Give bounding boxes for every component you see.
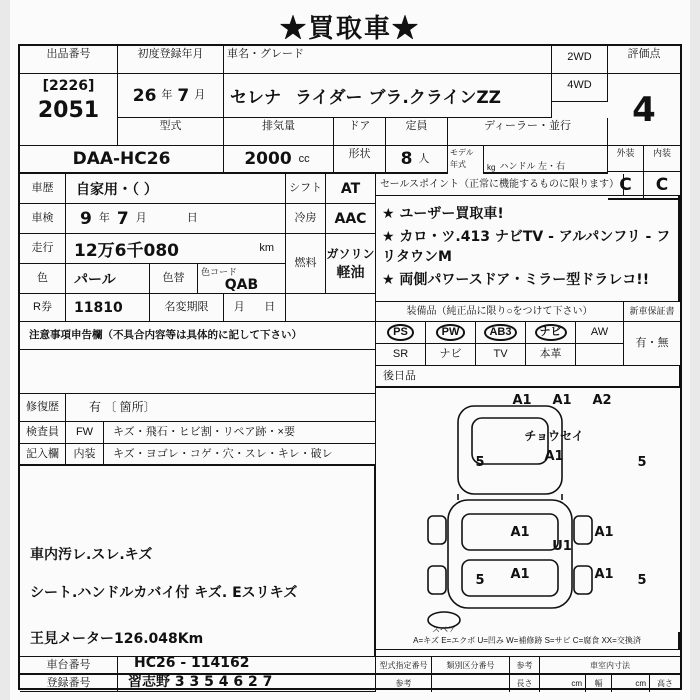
mark-a1-hood: A1 xyxy=(544,449,564,464)
capacity-label: 定員 xyxy=(405,120,428,132)
sales-header: セールスポイント（正常に機能するものに限ります） xyxy=(379,178,620,190)
mileage-label: 走行 xyxy=(31,242,54,255)
rcard-value: 11810 xyxy=(74,299,123,316)
sales-point-3: ★ 両側パワースドア・ミラー型ドラレコ!! xyxy=(382,272,650,288)
mark-a1-rl: A1 xyxy=(510,567,530,582)
entry-interior-label: 内装 xyxy=(73,447,96,460)
chassis-value: HC26 - 114162 xyxy=(134,655,250,671)
model-row-label: モデル xyxy=(450,148,474,157)
color-label: 色 xyxy=(37,272,48,285)
width-label-cell xyxy=(586,674,612,692)
fuel-spacer xyxy=(286,294,376,322)
ac-value: AAC xyxy=(334,210,367,227)
interior-label-cell xyxy=(644,146,680,172)
dims-label: 車室内寸法 xyxy=(590,660,630,670)
first-reg-label-cell xyxy=(118,46,224,74)
mark-5-rr: 5 xyxy=(637,573,647,588)
rcard-label-cell xyxy=(20,294,66,322)
free-notes-cell xyxy=(20,466,376,656)
model-grade: ライダー ブラ.クラインZZ xyxy=(295,88,502,108)
lot-number: 2051 xyxy=(37,98,100,123)
ref-label: 参考 xyxy=(516,660,533,670)
door-label: ドア xyxy=(348,120,371,132)
shaken-year-unit: 年 xyxy=(98,212,110,225)
shift-label-cell xyxy=(286,174,326,204)
equip-navi2-cell[interactable] xyxy=(426,344,476,366)
year-row-label: 年式 xyxy=(450,160,466,169)
fuel-value2: 軽油 xyxy=(336,265,365,281)
mark-chousei: チョウセイ xyxy=(524,429,584,443)
equip-header: 装備品（純正品に限り○をつけて下さい） xyxy=(406,305,593,317)
lot-label-cell xyxy=(20,46,118,74)
capacity-value-cell xyxy=(386,146,448,174)
equip-ps-cell[interactable] xyxy=(376,322,426,344)
chassis-label-cell xyxy=(20,656,118,674)
drive-2wd-cell xyxy=(552,46,608,74)
dealer-label: ディーラー・並行 xyxy=(483,120,572,132)
width-label: 幅 xyxy=(594,679,603,688)
displacement-value-cell xyxy=(224,146,334,174)
capacity-label-cell xyxy=(386,118,448,146)
page-title: ★買取車★ xyxy=(279,13,420,43)
equip-aw-cell[interactable] xyxy=(576,322,624,344)
diagram-legend-cell xyxy=(376,632,680,650)
displacement-label: 排気量 xyxy=(262,120,295,132)
name-change-value-cell xyxy=(224,294,286,322)
entry-items: キズ・ヨゴレ・コゲ・穴・スレ・キレ・破レ xyxy=(113,447,333,460)
mileage-label-cell xyxy=(20,234,66,264)
inspector-label-cell xyxy=(20,422,66,444)
warranty-header-cell xyxy=(624,302,680,322)
sales-header-cell xyxy=(376,174,624,196)
mileage-value-cell xyxy=(66,234,286,264)
lot-number-cell xyxy=(20,74,118,146)
sales-point-1: ★ ユーザー買取車! xyxy=(382,206,504,222)
shaken-month: 7 xyxy=(116,208,129,229)
name-change-label-cell xyxy=(150,294,224,322)
repair-value-cell xyxy=(66,394,376,422)
color-code-cell xyxy=(198,264,286,294)
free-note-2: シート.ハンドルカバイ付 キズ. Eスリキズ xyxy=(30,585,298,601)
displacement-unit: cc xyxy=(298,152,310,165)
history-value: 自家用・（ ） xyxy=(76,181,158,198)
interior-label: 内装 xyxy=(652,148,671,158)
post-date-label: 後日品 xyxy=(383,369,416,382)
len-label: 長さ xyxy=(516,679,533,688)
spec-label: 型式指定番号 xyxy=(379,660,428,670)
auction-sheet xyxy=(10,0,690,700)
shift-value-cell xyxy=(326,174,376,204)
entry-items-cell xyxy=(104,444,376,466)
exterior-value: C xyxy=(619,175,632,195)
sales-point-2: ★ カロ・ツ.413 ナビTV - アルパンフリ - フリタウンM xyxy=(382,229,671,265)
inspector-fw: FW xyxy=(75,426,94,439)
chassis-label: 車台番号 xyxy=(46,658,91,671)
shaken-label-cell xyxy=(20,204,66,234)
color-code-label: 色コード xyxy=(201,267,238,277)
warranty-header: 新車保証書 xyxy=(629,306,675,317)
equip-blank-cell xyxy=(576,344,624,366)
type-value: DAA-HC26 xyxy=(72,149,171,169)
displacement-label-cell xyxy=(224,118,334,146)
history-value-cell xyxy=(66,174,286,204)
post-date-cell xyxy=(376,366,680,388)
free-note-1: 車内汚レ.スレ.キズ xyxy=(30,547,153,563)
fuel-label: 燃料 xyxy=(294,257,317,270)
ac-label: 冷房 xyxy=(294,212,317,225)
shaken-day-unit: 日 xyxy=(186,212,198,225)
type-label-cell xyxy=(118,118,224,146)
mark-a1-rr: A1 xyxy=(594,567,614,582)
first-reg-label: 初度登録年月 xyxy=(137,48,204,60)
width-unit: cm xyxy=(635,679,646,688)
equip-ab-cell[interactable] xyxy=(476,322,526,344)
interior-value: C xyxy=(655,175,669,195)
shaken-month-unit: 月 xyxy=(135,212,147,225)
color-change-label: 色替 xyxy=(162,272,185,285)
rcard-label: R券 xyxy=(33,301,52,314)
register-value: 習志野 3 3 5 4 6 2 7 xyxy=(128,674,273,690)
fuel-value: ガソリン xyxy=(326,247,375,261)
mark-5-rl: 5 xyxy=(475,573,485,588)
mark-a1-top1: A1 xyxy=(512,393,532,408)
car-diagram-cell xyxy=(376,388,680,632)
dims-label-cell xyxy=(540,656,680,674)
equip-ab: AB3 xyxy=(484,324,516,341)
mark-5-fr: 5 xyxy=(637,455,647,470)
mark-spare-label: スペア xyxy=(432,625,456,632)
shift-value: AT xyxy=(340,180,361,197)
inspector-label: 検査員 xyxy=(26,426,59,439)
height-label-cell xyxy=(650,674,680,692)
exterior-label: 外装 xyxy=(616,148,635,158)
color-code-value: QAB xyxy=(224,277,259,293)
equip-header-cell xyxy=(376,302,624,322)
mark-5-fl: 5 xyxy=(475,455,485,470)
name-change-day: 日 xyxy=(264,301,276,314)
entry-interior-cell xyxy=(66,444,104,466)
type-value-cell xyxy=(20,146,224,174)
capacity-value: 8 xyxy=(400,149,413,169)
equip-pw-cell[interactable] xyxy=(426,322,476,344)
equip-leather: 本革 xyxy=(539,348,562,361)
mileage-value: 12万6千080 xyxy=(74,241,179,261)
spec-label-cell xyxy=(376,656,432,674)
color-change-cell xyxy=(150,264,198,294)
sales-points-cell xyxy=(376,196,680,302)
shift-label: シフト xyxy=(289,182,322,195)
shape-label: 形状 xyxy=(348,148,371,160)
lot-label: 出品番号 xyxy=(46,48,91,60)
name-change-label: 名変期限 xyxy=(164,301,209,314)
fuel-label-cell xyxy=(286,234,326,294)
shaken-label: 車検 xyxy=(31,212,54,225)
equip-sr-cell[interactable] xyxy=(376,344,426,366)
color-value: パール xyxy=(74,271,116,288)
model-year-stub xyxy=(448,146,484,174)
register-value-cell xyxy=(118,674,376,692)
car-damage-diagram xyxy=(406,388,700,632)
spec-value-cell xyxy=(376,674,432,692)
model-value-cell xyxy=(224,74,552,118)
len-label-cell xyxy=(510,674,540,692)
drive-4wd-cell xyxy=(552,74,608,102)
first-reg-value-cell xyxy=(118,74,224,118)
capacity-unit: 人 xyxy=(418,152,430,165)
free-note-3: 王見メーター126.048Km xyxy=(30,631,204,647)
repair-label: 修復歴 xyxy=(26,401,59,414)
rating-value: 4 xyxy=(632,89,656,130)
weight-label: kg xyxy=(487,163,496,172)
caution-body-cell xyxy=(20,350,376,394)
dealer-label-cell xyxy=(448,118,608,146)
inspector-items-cell xyxy=(104,422,376,444)
ref2-label: 参考 xyxy=(395,679,412,688)
equip-ps: PS xyxy=(387,324,414,341)
door-label-cell xyxy=(334,118,386,146)
ac-label-cell xyxy=(286,204,326,234)
mark-a1-ml: A1 xyxy=(510,525,530,540)
first-reg-month: 7 xyxy=(177,85,190,106)
class-value-cell xyxy=(432,674,510,692)
first-reg-year: 26 xyxy=(132,85,157,106)
entry-label-cell xyxy=(20,444,66,466)
shaken-year: 9 xyxy=(80,208,92,229)
model-name: セレナ xyxy=(230,88,281,108)
shape-label-cell xyxy=(334,146,386,174)
register-label: 登録番号 xyxy=(46,676,91,689)
sales-header-right-pad xyxy=(624,174,680,196)
len-value-cell xyxy=(540,674,586,692)
first-reg-month-unit: 月 xyxy=(194,89,206,102)
shaken-value-cell xyxy=(66,204,286,234)
inspector-fw-cell xyxy=(66,422,104,444)
exterior-label-cell xyxy=(608,146,644,172)
class-label: 類別区分番号 xyxy=(446,660,495,670)
fuel-value-cell xyxy=(326,234,376,294)
equip-aw: AW xyxy=(590,326,609,339)
inspector-items: キズ・飛石・ヒビ割・リペア跡・×要 xyxy=(113,426,295,439)
history-label-cell xyxy=(20,174,66,204)
handle-cell xyxy=(484,146,608,174)
repair-label-cell xyxy=(20,394,66,422)
caution-label: 注意事項申告欄（不具合内容等は具体的に記して下さい） xyxy=(29,329,302,342)
model-label-cell xyxy=(224,46,552,74)
mark-a1-mr: A1 xyxy=(594,525,614,540)
mark-a1-top2: A1 xyxy=(552,393,572,408)
lot-bracket: [2226] xyxy=(42,78,95,94)
history-label: 車歴 xyxy=(31,182,54,195)
equip-sr: SR xyxy=(392,348,409,361)
len-unit: cm xyxy=(571,679,582,688)
equip-navi2: ナビ xyxy=(439,348,462,361)
ref-label-cell xyxy=(510,656,540,674)
mark-a2-top: A2 xyxy=(592,393,612,408)
equip-tv-cell[interactable] xyxy=(476,344,526,366)
warranty-value: 有・無 xyxy=(635,337,669,350)
rating-label-cell xyxy=(608,46,680,74)
rcard-value-cell xyxy=(66,294,150,322)
color-value-cell xyxy=(66,264,150,294)
rating-label: 評価点 xyxy=(627,48,661,60)
first-reg-year-unit: 年 xyxy=(161,89,173,102)
name-change-month: 月 xyxy=(233,301,245,314)
rating-value-cell xyxy=(608,74,680,146)
handle-label: ハンドル 左・右 xyxy=(499,161,565,171)
drive-2wd-label: 2WD xyxy=(567,51,592,63)
displacement-value: 2000 xyxy=(244,149,292,169)
equip-pw: PW xyxy=(436,324,466,341)
equip-navi: ナビ xyxy=(535,324,567,341)
register-label-cell xyxy=(20,674,118,692)
caution-header-cell xyxy=(20,322,376,350)
diagram-legend: A=キズ E=エクボ U=凹み W=補修跡 S=サビ C=腐食 XX=交換済 xyxy=(413,636,641,645)
warranty-value-cell[interactable] xyxy=(624,322,680,366)
model-label: 車名・グレード xyxy=(227,48,304,60)
sheet-grid xyxy=(18,44,682,690)
height-label: 高さ xyxy=(657,679,673,688)
mileage-unit: km xyxy=(259,242,274,255)
equip-leather-cell[interactable] xyxy=(526,344,576,366)
class-label-cell xyxy=(432,656,510,674)
ac-value-cell xyxy=(326,204,376,234)
drive-4wd-label: 4WD xyxy=(567,79,592,91)
entry-label: 記入欄 xyxy=(26,447,59,460)
width-value-cell xyxy=(612,674,650,692)
equip-tv: TV xyxy=(493,348,508,361)
type-label: 型式 xyxy=(159,120,182,132)
mark-u1: U1 xyxy=(552,539,572,554)
color-label-cell xyxy=(20,264,66,294)
equip-navi-cell[interactable] xyxy=(526,322,576,344)
repair-value: 有 〔 箇所〕 xyxy=(89,399,156,414)
